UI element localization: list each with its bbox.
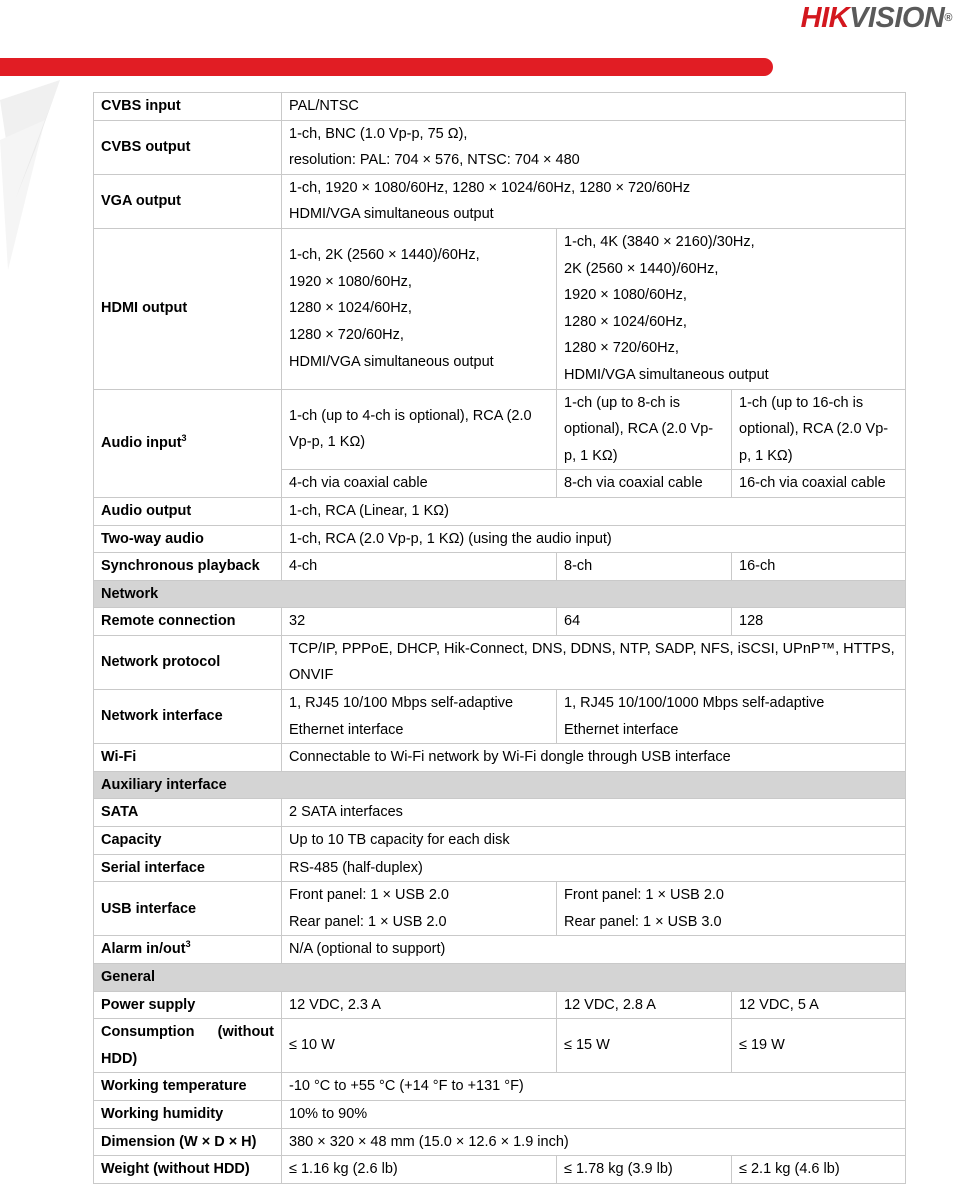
audio-in-value-1: 1-ch (up to 4-ch is optional), RCA (2.0 Vp-p, 1 KΩ) bbox=[282, 389, 557, 470]
row-value: 380 × 320 × 48 mm (15.0 × 12.6 × 1.9 inch) bbox=[282, 1128, 906, 1156]
table-row bbox=[94, 120, 906, 174]
table-row bbox=[94, 1019, 906, 1073]
row-value: ≤ 19 W bbox=[732, 1019, 906, 1073]
row-label: Remote connection bbox=[94, 608, 282, 636]
row-value: ≤ 15 W bbox=[557, 1019, 732, 1073]
table-row bbox=[94, 882, 906, 936]
row-label: SATA bbox=[94, 799, 282, 827]
table-row bbox=[94, 1156, 906, 1184]
row-value: Up to 10 TB capacity for each disk bbox=[282, 827, 906, 855]
table-row bbox=[94, 854, 906, 882]
row-value: Front panel: 1 × USB 2.0 Rear panel: 1 × USB 2.0 bbox=[282, 882, 557, 936]
row-value: -10 °C to +55 °C (+14 °F to +131 °F) bbox=[282, 1073, 906, 1101]
table-row bbox=[94, 690, 906, 744]
row-label: Working humidity bbox=[94, 1100, 282, 1128]
row-value: ≤ 1.78 kg (3.9 lb) bbox=[557, 1156, 732, 1184]
row-value: 4-ch bbox=[282, 553, 557, 581]
row-value: 128 bbox=[732, 608, 906, 636]
table-row bbox=[94, 525, 906, 553]
section-header-general bbox=[94, 964, 906, 992]
row-value: Connectable to Wi-Fi network by Wi-Fi dongle through USB interface bbox=[282, 744, 906, 772]
section-header-auxiliary bbox=[94, 771, 906, 799]
table-row bbox=[94, 1128, 906, 1156]
decorative-shard-graphic bbox=[0, 80, 70, 280]
spec-table bbox=[93, 92, 906, 1184]
row-value: N/A (optional to support) bbox=[282, 936, 906, 964]
row-value: ≤ 10 W bbox=[282, 1019, 557, 1073]
table-row bbox=[94, 174, 906, 228]
row-value: 12 VDC, 2.3 A bbox=[282, 991, 557, 1019]
section-title: General bbox=[94, 964, 906, 992]
row-value: 1, RJ45 10/100 Mbps self-adaptive Ethernet interface bbox=[282, 690, 557, 744]
row-label: Capacity bbox=[94, 827, 282, 855]
table-row bbox=[94, 228, 906, 389]
row-label: Serial interface bbox=[94, 854, 282, 882]
row-label: Weight (without HDD) bbox=[94, 1156, 282, 1184]
row-value: ≤ 1.16 kg (2.6 lb) bbox=[282, 1156, 557, 1184]
table-row bbox=[94, 991, 906, 1019]
row-label: VGA output bbox=[94, 174, 282, 228]
row-value: TCP/IP, PPPoE, DHCP, Hik-Connect, DNS, DDNS, NTP, SADP, NFS, iSCSI, UPnP™, HTTPS, ONVIF bbox=[282, 635, 906, 689]
hikvision-logo: HIKVISION® bbox=[800, 2, 952, 34]
row-label: CVBS output bbox=[94, 120, 282, 174]
header-red-bar bbox=[0, 58, 773, 76]
hdmi-value-1: 1-ch, 2K (2560 × 1440)/60Hz, 1920 × 1080/60Hz, 1280 × 1024/60Hz, 1280 × 720/60Hz, HDMI/VGA simultaneous output bbox=[282, 228, 557, 389]
table-row bbox=[94, 936, 906, 964]
row-value: PAL/NTSC bbox=[282, 93, 906, 121]
row-label: HDMI output bbox=[94, 228, 282, 389]
table-row bbox=[94, 827, 906, 855]
row-value: 1, RJ45 10/100/1000 Mbps self-adaptive Ethernet interface bbox=[557, 690, 906, 744]
row-value: 10% to 90% bbox=[282, 1100, 906, 1128]
section-title: Network bbox=[94, 580, 906, 608]
row-value: 1-ch, RCA (2.0 Vp-p, 1 KΩ) (using the audio input) bbox=[282, 525, 906, 553]
row-label: Network interface bbox=[94, 690, 282, 744]
coax-value-1: 4-ch via coaxial cable bbox=[282, 470, 557, 498]
row-label: USB interface bbox=[94, 882, 282, 936]
row-label: Synchronous playback bbox=[94, 553, 282, 581]
row-value: RS-485 (half-duplex) bbox=[282, 854, 906, 882]
row-value: 12 VDC, 5 A bbox=[732, 991, 906, 1019]
row-label: Audio input$^3$ bbox=[94, 389, 282, 497]
section-title: Auxiliary interface bbox=[94, 771, 906, 799]
table-row bbox=[94, 1100, 906, 1128]
row-value: 1-ch, 1920 × 1080/60Hz, 1280 × 1024/60Hz, 1280 × 720/60Hz HDMI/VGA simultaneous output bbox=[282, 174, 906, 228]
row-value: 64 bbox=[557, 608, 732, 636]
table-row bbox=[94, 799, 906, 827]
row-label: Alarm in/out$^3$ bbox=[94, 936, 282, 964]
row-label: Working temperature bbox=[94, 1073, 282, 1101]
table-row bbox=[94, 553, 906, 581]
row-label: Wi-Fi bbox=[94, 744, 282, 772]
row-label: Consumption (without HDD) bbox=[94, 1019, 282, 1073]
row-label: Audio output bbox=[94, 497, 282, 525]
audio-in-value-3: 1-ch (up to 16-ch is optional), RCA (2.0 Vp- p, 1 KΩ) bbox=[732, 389, 906, 470]
row-value: 32 bbox=[282, 608, 557, 636]
coax-value-3: 16-ch via coaxial cable bbox=[732, 470, 906, 498]
row-label: Network protocol bbox=[94, 635, 282, 689]
row-value: 2 SATA interfaces bbox=[282, 799, 906, 827]
row-label: Two-way audio bbox=[94, 525, 282, 553]
table-row bbox=[94, 389, 906, 470]
hdmi-value-2: 1-ch, 4K (3840 × 2160)/30Hz, 2K (2560 × 1440)/60Hz, 1920 × 1080/60Hz, 1280 × 1024/60Hz, 1280 × 720/60Hz, HDMI/VGA simultaneous output bbox=[557, 228, 906, 389]
section-header-network bbox=[94, 580, 906, 608]
row-value: 1-ch, RCA (Linear, 1 KΩ) bbox=[282, 497, 906, 525]
table-row bbox=[94, 497, 906, 525]
row-label: CVBS input bbox=[94, 93, 282, 121]
table-row bbox=[94, 744, 906, 772]
audio-in-value-2: 1-ch (up to 8-ch is optional), RCA (2.0 Vp- p, 1 KΩ) bbox=[557, 389, 732, 470]
row-value: 8-ch bbox=[557, 553, 732, 581]
table-row bbox=[94, 608, 906, 636]
row-value: 12 VDC, 2.8 A bbox=[557, 991, 732, 1019]
row-value: Front panel: 1 × USB 2.0 Rear panel: 1 × USB 3.0 bbox=[557, 882, 906, 936]
row-value: 16-ch bbox=[732, 553, 906, 581]
row-value: ≤ 2.1 kg (4.6 lb) bbox=[732, 1156, 906, 1184]
row-label: Power supply bbox=[94, 991, 282, 1019]
table-row bbox=[94, 1073, 906, 1101]
table-row bbox=[94, 635, 906, 689]
row-label: Dimension (W × D × H) bbox=[94, 1128, 282, 1156]
row-value: 1-ch, BNC (1.0 Vp-p, 75 Ω), resolution: PAL: 704 × 576, NTSC: 704 × 480 bbox=[282, 120, 906, 174]
coax-value-2: 8-ch via coaxial cable bbox=[557, 470, 732, 498]
table-row bbox=[94, 93, 906, 121]
